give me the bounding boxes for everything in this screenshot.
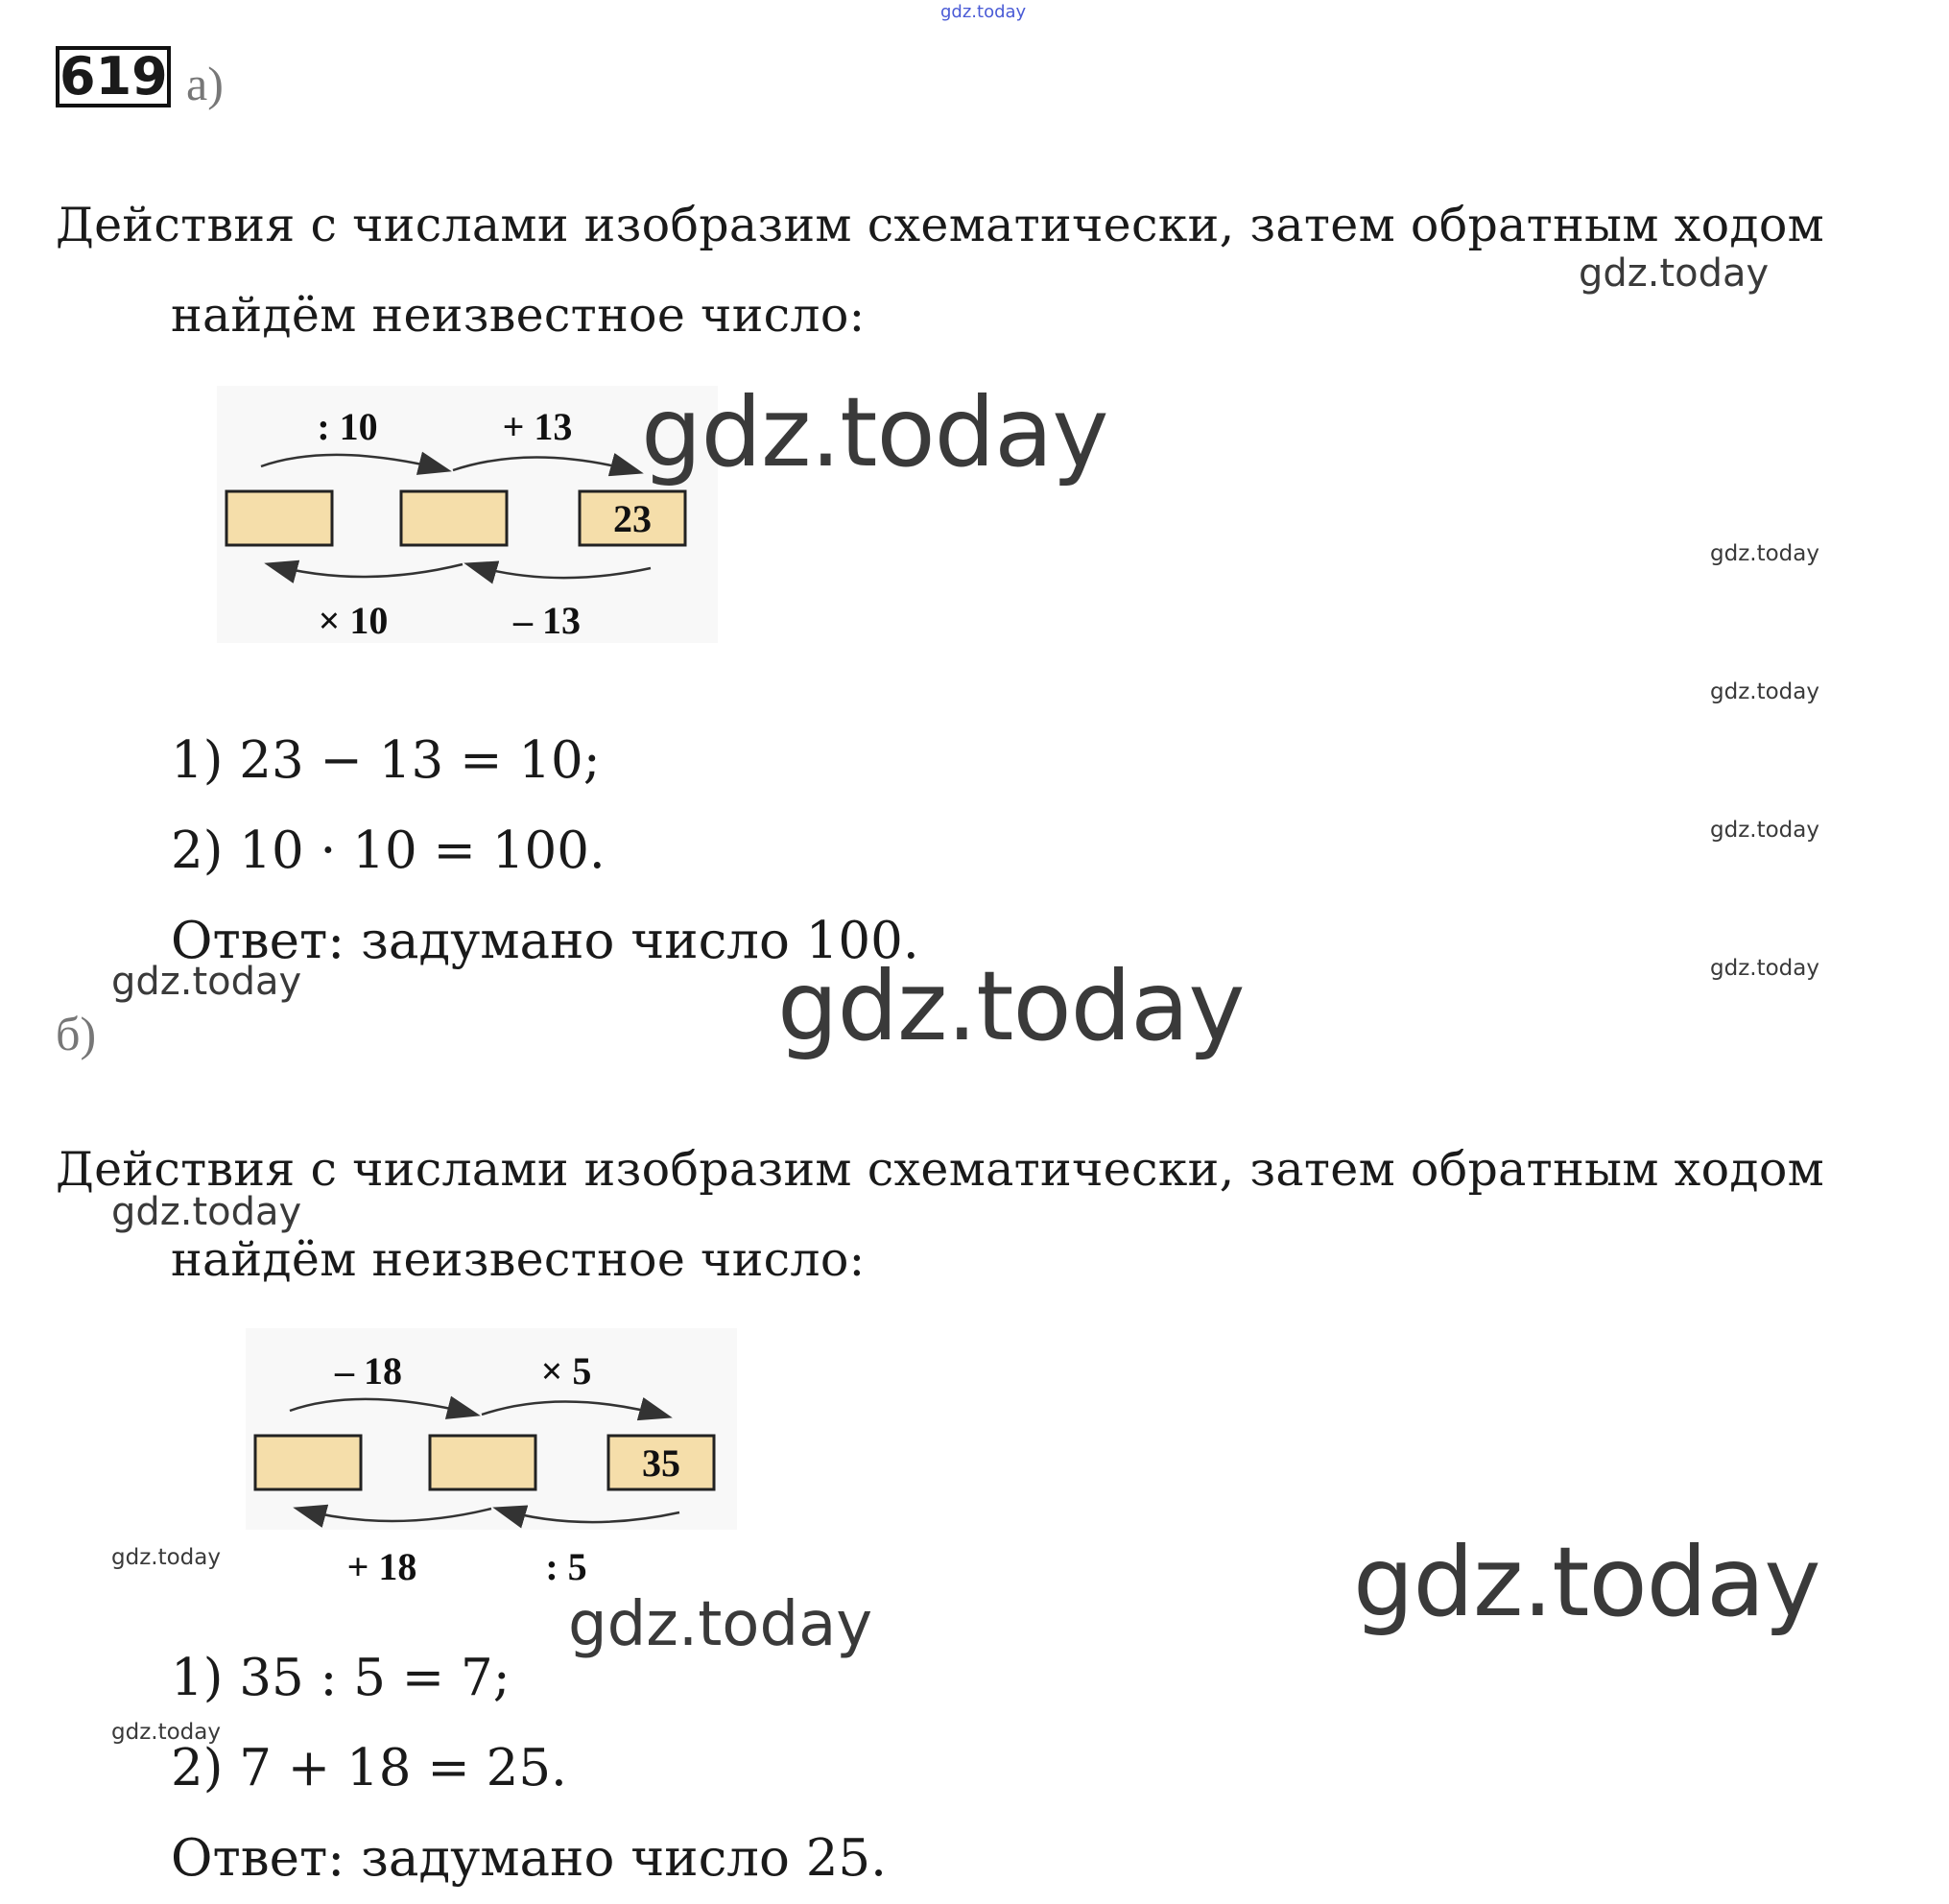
forward-op-label: + 13	[502, 405, 573, 448]
backward-arrow	[497, 1509, 679, 1522]
part-b-step-2: 2) 7 + 18 = 25.	[171, 1739, 567, 1797]
forward-arrow	[453, 457, 639, 472]
forward-arrow	[482, 1401, 668, 1416]
watermark: gdz.today	[1710, 818, 1819, 843]
part-b-intro-line2: найдём неизвестное число:	[171, 1232, 866, 1287]
forward-arrow	[290, 1399, 476, 1415]
watermark: gdz.today	[1710, 679, 1819, 704]
part-b-step-1: 1) 35 : 5 = 7;	[171, 1649, 511, 1707]
backward-op-label: : 5	[545, 1545, 587, 1588]
part-a-step-2: 2) 10 · 10 = 100.	[171, 821, 606, 880]
forward-arrow	[261, 455, 447, 470]
backward-arrow	[297, 1509, 491, 1521]
part-a-label: а)	[186, 57, 224, 110]
forward-op-label: – 18	[335, 1349, 402, 1392]
forward-op-label: × 5	[540, 1349, 592, 1392]
backward-op-label: – 13	[513, 599, 581, 642]
watermark: gdz.today	[111, 1720, 221, 1745]
watermark: gdz.today	[1579, 251, 1770, 296]
watermark: gdz.today	[1710, 541, 1819, 566]
part-b-label: б)	[56, 1007, 97, 1060]
part-b-answer: Ответ: задумано число 25.	[171, 1829, 887, 1888]
result-value: 35	[642, 1441, 680, 1485]
part-b-intro-line1: Действия с числами изобразим схематически, затем обратным ходом	[56, 1142, 1825, 1197]
part-a-intro-line1: Действия с числами изобразим схематически, затем обратным ходом	[56, 198, 1825, 252]
watermark: gdz.today	[940, 2, 1027, 22]
backward-arrow	[468, 564, 651, 578]
watermark: gdz.today	[111, 1190, 302, 1234]
unknown-box	[255, 1436, 361, 1489]
result-value: 23	[613, 497, 652, 540]
forward-op-label: : 10	[317, 405, 378, 448]
part-a-answer: Ответ: задумано число 100.	[171, 912, 919, 970]
scheme-b-diagram	[246, 1328, 737, 1587]
backward-arrow	[269, 564, 463, 577]
scheme-b	[246, 1328, 737, 1587]
watermark: gdz.today	[111, 1545, 221, 1570]
watermark: gdz.today	[111, 960, 302, 1004]
watermark: gdz.today	[777, 950, 1245, 1062]
part-a-step-1: 1) 23 − 13 = 10;	[171, 731, 601, 790]
watermark: gdz.today	[641, 376, 1108, 488]
unknown-box	[226, 491, 332, 545]
watermark: gdz.today	[568, 1589, 873, 1660]
intermediate-box	[430, 1436, 535, 1489]
intermediate-box	[401, 491, 507, 545]
backward-op-label: × 10	[318, 599, 389, 642]
backward-op-label: + 18	[346, 1545, 417, 1588]
part-a-intro-line2: найдём неизвестное число:	[171, 288, 866, 343]
watermark: gdz.today	[1710, 956, 1819, 981]
task-number: 619	[56, 46, 171, 107]
watermark: gdz.today	[1353, 1526, 1820, 1638]
